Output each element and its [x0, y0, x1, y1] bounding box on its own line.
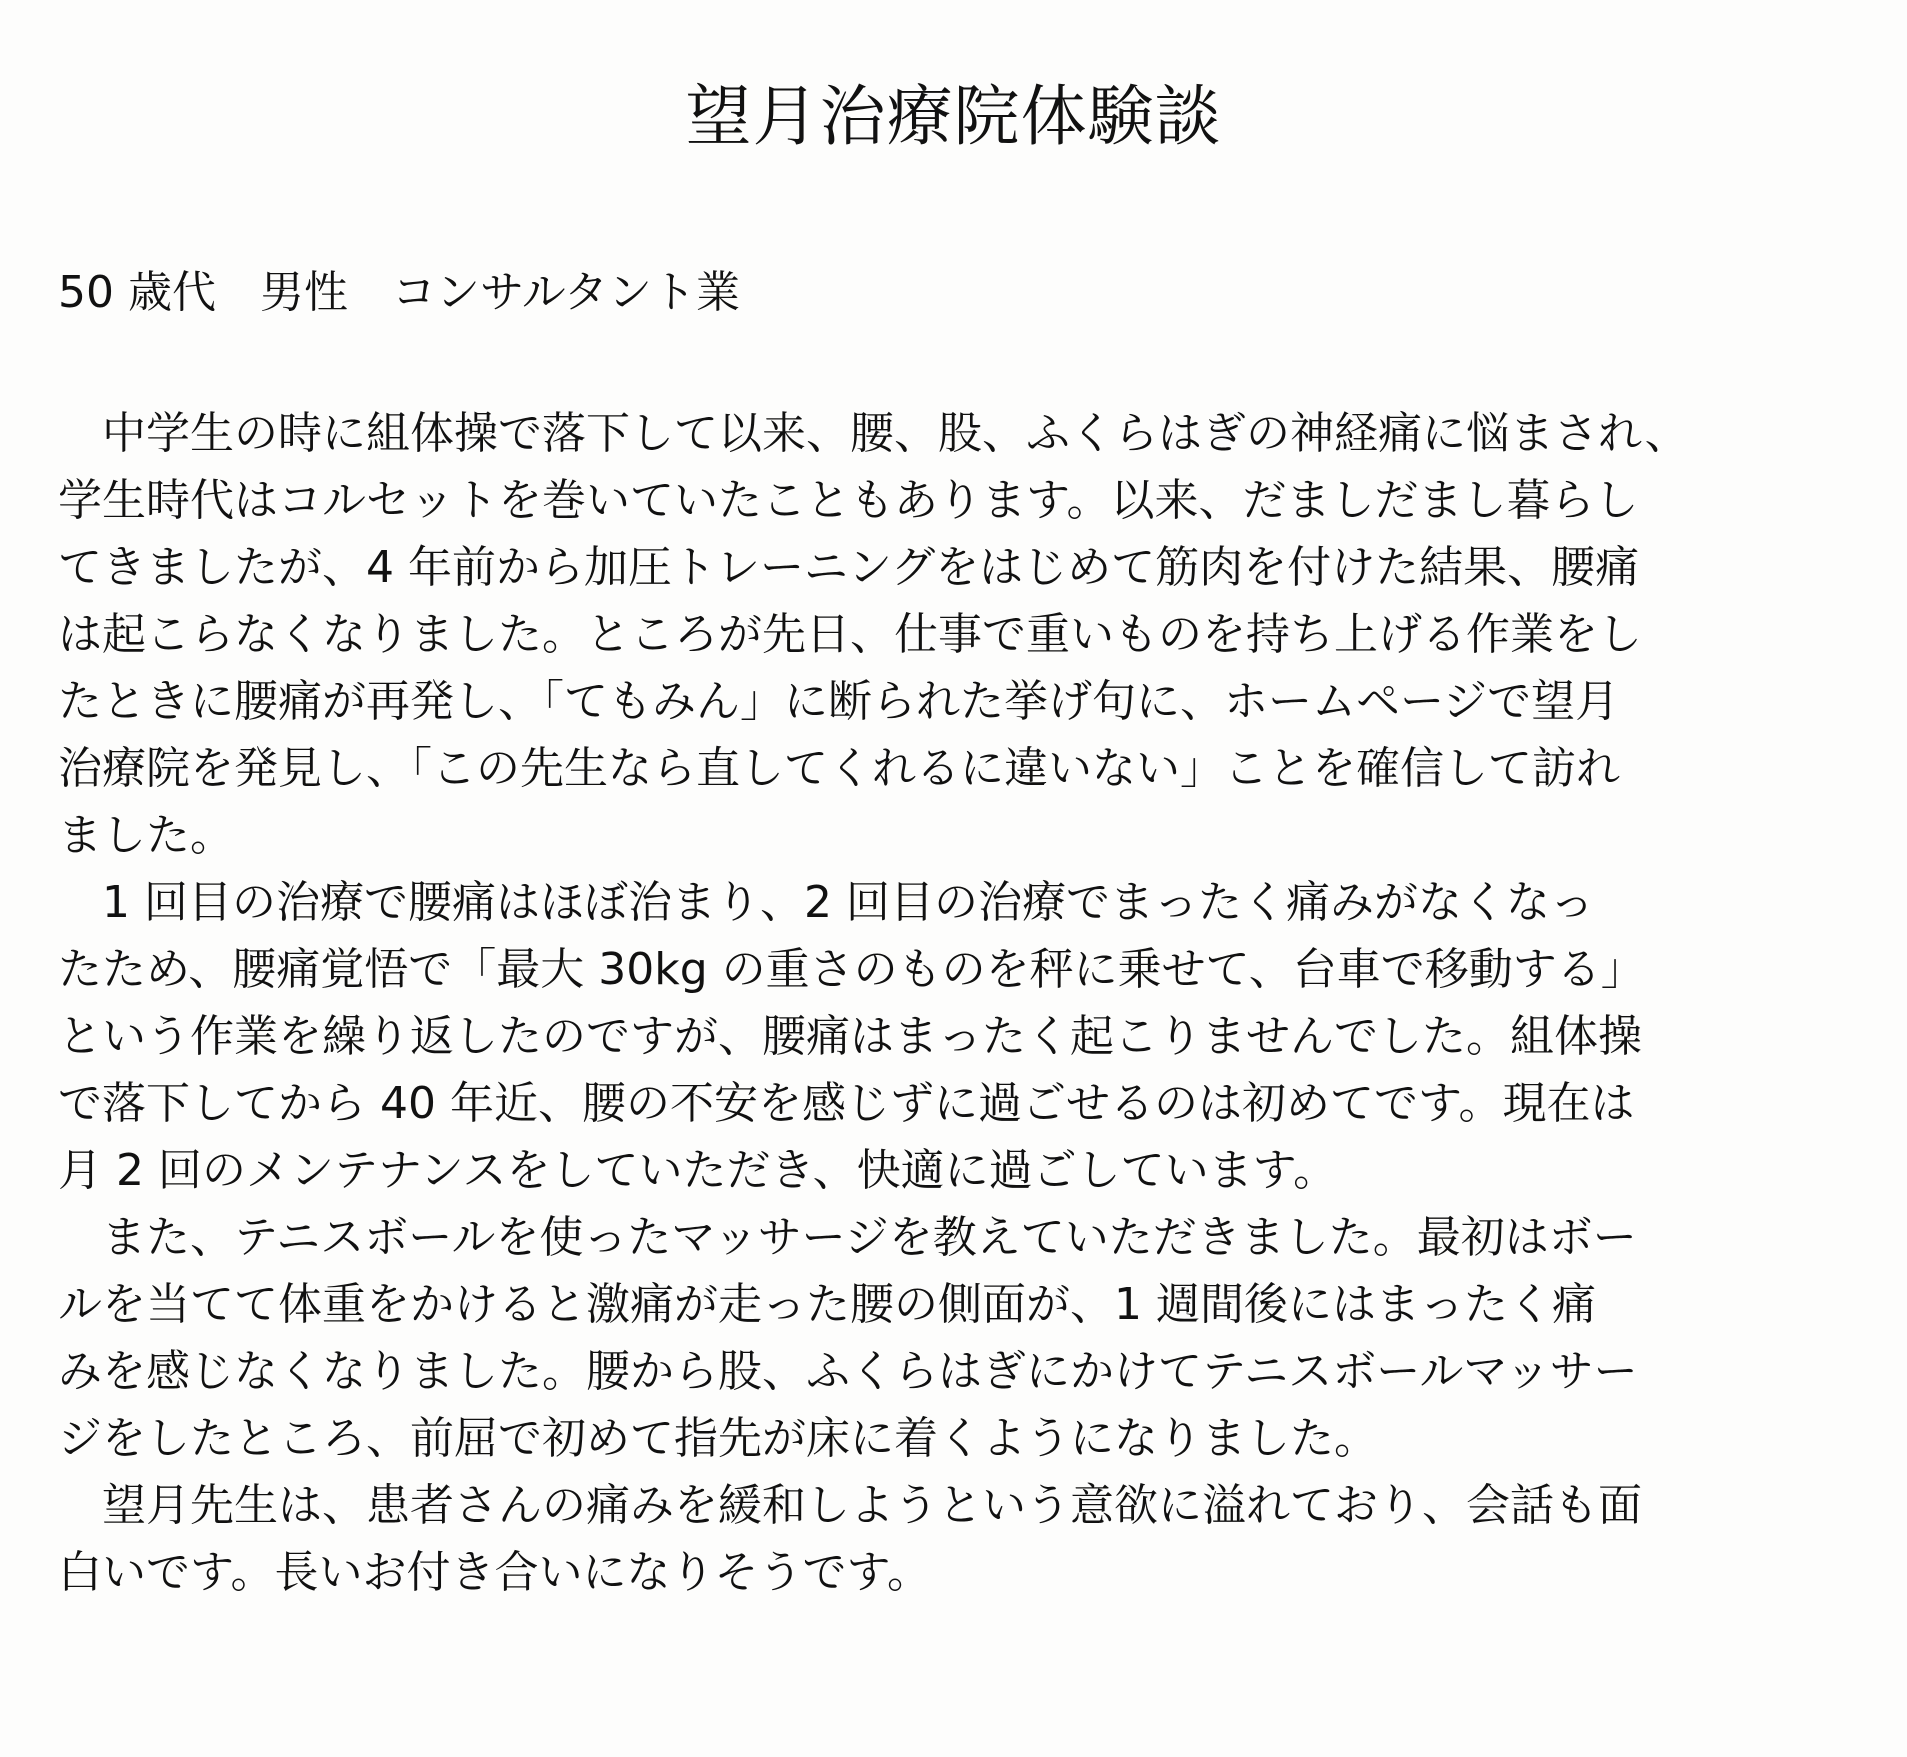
body-line: で落下してから 40 年近、腰の不安を感じずに過ごせるのは初めてです。現在は [58, 1078, 1635, 1129]
body-line: 月 2 回のメンテナンスをしていただき、快適に過ごしています。 [58, 1145, 1338, 1196]
body-line: 白いです。長いお付き合いになりそうです。 [58, 1547, 931, 1598]
body-line: みを感じなくなりました。腰から股、ふくらはぎにかけてテニスボールマッサー [58, 1346, 1638, 1397]
body-line: ジをしたところ、前屈で初めて指先が床に着くようになりました。 [58, 1413, 1378, 1464]
body-line: たときに腰痛が再発し、「てもみん」に断られた挙げ句に、ホームページで望月 [58, 676, 1620, 727]
body-line: ルを当てて体重をかけると激痛が走った腰の側面が、1 週間後にはまったく痛 [58, 1279, 1596, 1330]
author-byline: 50 歳代 男性 コンサルタント業 [58, 267, 741, 318]
body-line: 治療院を発見し、「この先生なら直してくれるに違いない」ことを確信して訪れ [58, 743, 1620, 794]
body-line: は起こらなくなりました。ところが先日、仕事で重いものを持ち上げる作業をし [58, 609, 1642, 660]
body-line: たため、腰痛覚悟で「最大 30kg の重さのものを秤に乗せて、台車で移動する」 [58, 944, 1645, 995]
body-line: てきましたが、4 年前から加圧トレーニングをはじめて筋肉を付けた結果、腰痛 [58, 542, 1640, 593]
document-title: 望月治療院体験談 [685, 78, 1222, 155]
body-line: 学生時代はコルセットを巻いていたこともあります。以来、だましだまし暮らし [58, 475, 1639, 526]
body-line: 中学生の時に組体操で落下して以来、腰、股、ふくらはぎの神経痛に悩まされ、 [58, 408, 1689, 459]
testimonial-body [58, 400, 1848, 1606]
body-line: また、テニスボールを使ったマッサージを教えていただきました。最初はボー [58, 1212, 1637, 1263]
body-line: ました。 [58, 810, 234, 861]
body-line: 望月先生は、患者さんの痛みを緩和しようという意欲に溢れており、会話も面 [58, 1480, 1642, 1531]
body-line: 1 回目の治療で腰痛はほぼ治まり、2 回目の治療でまったく痛みがなくなっ [58, 877, 1594, 928]
body-line: という作業を繰り返したのですが、腰痛はまったく起こりませんでした。組体操 [58, 1011, 1642, 1062]
